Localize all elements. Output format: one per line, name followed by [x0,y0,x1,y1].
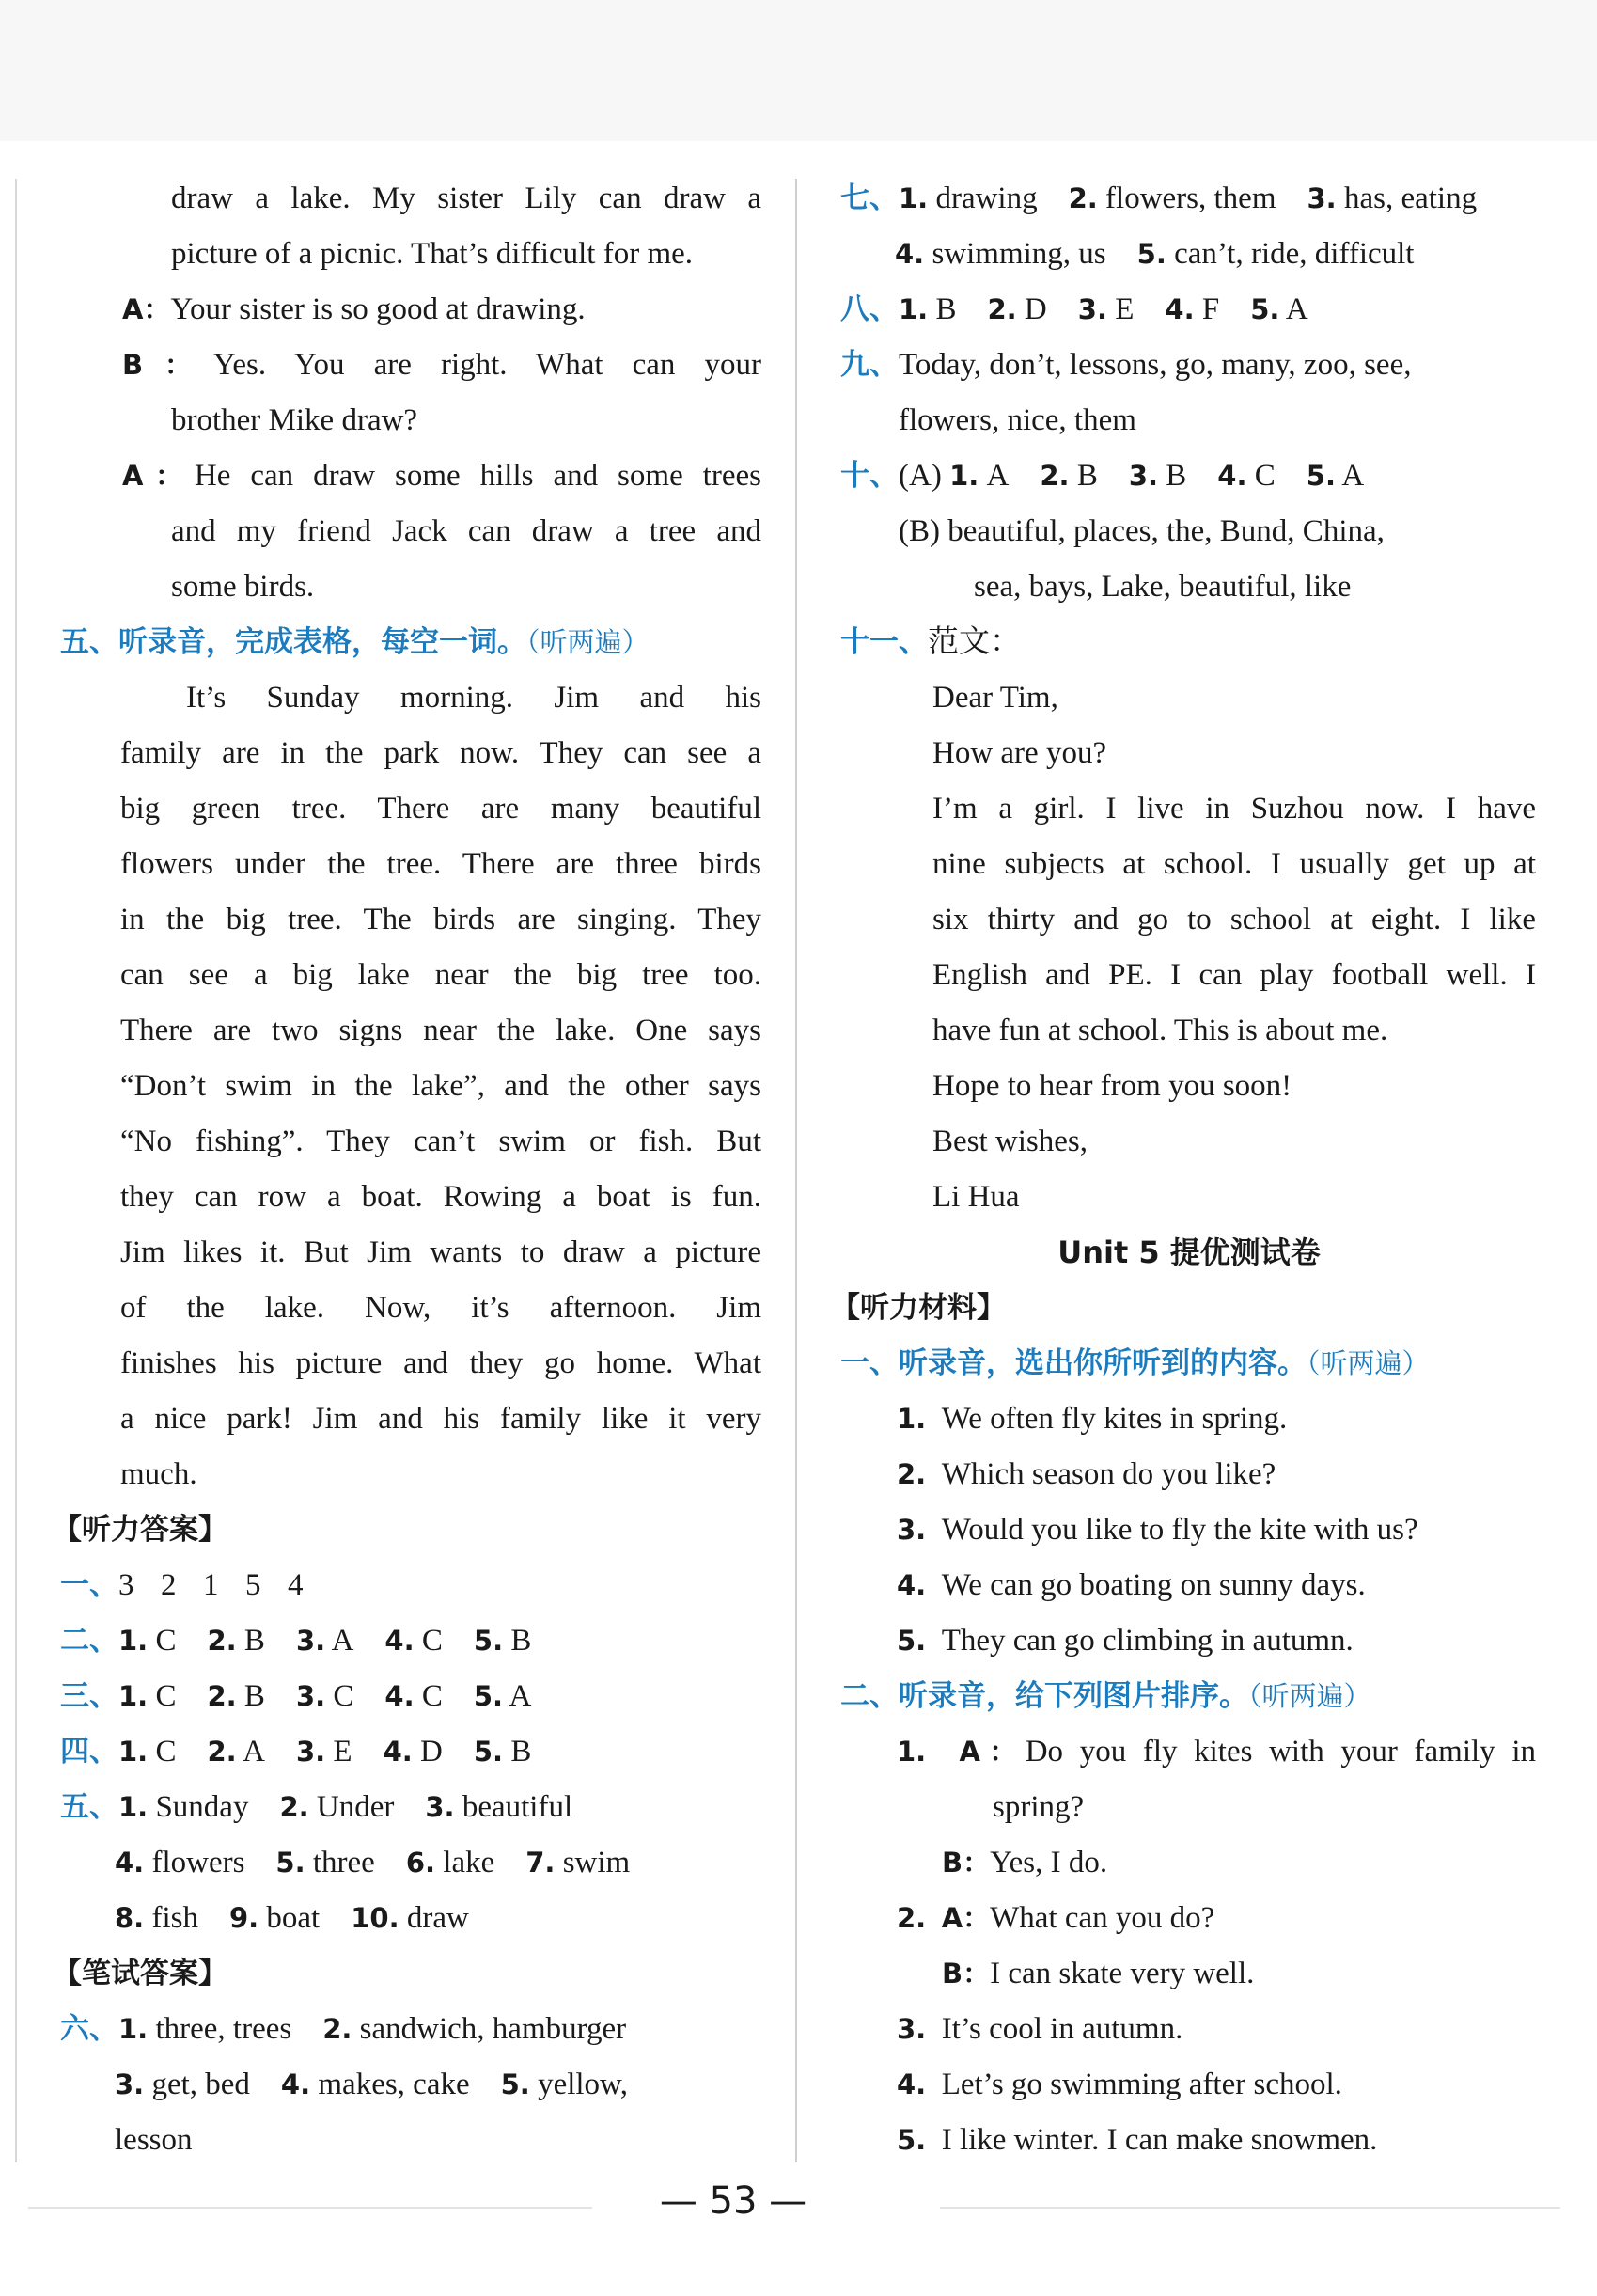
passage-line: a nice park! Jim and his family like it very [120,1402,761,1436]
dialogue-line [122,448,761,504]
essay-line: Dear Tim, [932,681,1058,715]
passage-line: they can row a boat. Rowing a boat is fun. [120,1180,761,1214]
passage-line: big green tree. There are many beautiful [120,792,761,826]
list-item: 1. A：Do you fly kites with your family in [897,1735,1536,1769]
listening-material-title: 【听力材料】 [831,1291,1006,1325]
passage-line: “No fishing”. They can’t swim or fish. But [120,1124,761,1158]
passage-line: finishes his picture and they go home. What [120,1346,761,1380]
passage-line: flowers under the tree. There are three birds [120,847,761,881]
s2-heading: 二、听录音，给下列图片排序。（听两遍） [840,1679,1371,1713]
passage-line: of the lake. Now, it’s afternoon. Jim [120,1291,761,1325]
speaker-label: A： [122,460,195,492]
page-number: — 53 — [659,2179,807,2223]
answer-row-6b: 3. get, bed 4. makes, cake 5. yellow, [115,2068,629,2101]
answer-row-2: 二、1. C 2. B 3. A 4. C 5. B [60,1624,532,1658]
passage-line: can see a big lake near the big tree too. [120,958,761,992]
speaker-label: B： [122,349,213,381]
answer-row-4: 四、1. C 2. A 3. E 4. D 5. B [60,1735,532,1769]
answer-row-5b: 4. flowers 5. three 6. lake 7. swim [115,1846,631,1879]
dialogue-line [122,282,586,338]
list-item: 5. They can go climbing in autumn. [897,1624,1354,1658]
answer-row-10c: sea, bays, Lake, beautiful, like [974,570,1352,604]
dialogue-line: some birds. [171,570,315,604]
answer-row-7b: 4. swimming, us 5. can’t, ride, difficult [895,237,1415,271]
answer-row-9: 九、Today, don’t, lessons, go, many, zoo, see, [840,348,1412,382]
dialogue-text: Your sister is so good at drawing. [170,292,586,326]
answer-row-1: 一、3 2 1 5 4 [60,1568,307,1602]
passage-line: family are in the park now. They can see a [120,736,761,770]
list-item: 4. We can go boating on sunny days. [897,1568,1366,1602]
dialogue-line [122,338,761,393]
section5-heading: 五、听录音，完成表格，每空一词。（听两遍） [60,625,650,659]
answer-row-6c: lesson [115,2123,193,2157]
dialogue-line: draw a lake. My sister Lily can draw a [171,181,761,215]
answer-row-8: 八、1. B 2. D 3. E 4. F 5. A [840,292,1308,326]
dialogue-line: brother Mike draw? [171,403,418,437]
list-item: 5. I like winter. I can make snowmen. [897,2123,1378,2157]
answer-row-6: 六、1. three, trees 2. sandwich, hamburger [60,2012,627,2046]
unit-title: Unit 5 提优测试卷 [1057,1234,1321,1270]
top-margin [0,0,1597,141]
essay-line: Best wishes, [932,1124,1088,1158]
essay-line: have fun at school. This is about me. [932,1014,1388,1047]
list-item-cont: spring? [993,1790,1085,1824]
dialogue-line: picture of a picnic. That’s difficult for me. [171,237,694,271]
dialogue-line: and my friend Jack can draw a tree and [171,514,761,548]
list-item: 4. Let’s go swimming after school. [897,2068,1342,2101]
answer-row-11: 十一、范文： [840,625,1021,659]
dialogue-text: He can draw some hills and some trees [194,459,761,493]
list-item: 3. Would you like to fly the kite with us? [897,1513,1418,1547]
answer-row-10: 十、(A) 1. A 2. B 3. B 4. C 5. A [840,459,1365,493]
essay-line: nine subjects at school. I usually get up at [932,847,1536,881]
essay-line: I’m a girl. I live in Suzhou now. I have [932,792,1536,826]
answer-row-3: 三、1. C 2. B 3. C 4. C 5. A [60,1679,532,1713]
margin-rule [15,179,17,2162]
essay-line: English and PE. I can play football well. I [932,958,1536,992]
answer-row-9b: flowers, nice, them [899,403,1136,437]
list-item-reply: B：Yes, I do. [942,1846,1108,1879]
list-item: 1. We often fly kites in spring. [897,1402,1288,1436]
speaker-label: A： [122,293,171,325]
dialogue-text: Yes. You are right. What can your [212,348,761,382]
essay-line: How are you? [932,736,1107,770]
list-item: 2. Which season do you like? [897,1457,1276,1491]
passage-line: in the big tree. The birds are singing. They [120,903,761,936]
s1-heading: 一、听录音，选出你所听到的内容。（听两遍） [840,1346,1430,1380]
answer-row-7: 七、1. drawing 2. flowers, them 3. has, eating [840,181,1478,215]
essay-line: Hope to hear from you soon! [932,1069,1292,1103]
answer-row-10b: (B) beautiful, places, the, Bund, China, [899,514,1385,548]
passage-line: Jim likes it. But Jim wants to draw a picture [120,1235,761,1269]
answer-row-5c: 8. fish 9. boat 10. draw [115,1901,469,1935]
essay-line: Li Hua [932,1180,1020,1214]
passage-line: much. [120,1457,197,1491]
list-item: 2. A：What can you do? [897,1901,1215,1935]
passage-line: “Don’t swim in the lake”, and the other says [120,1069,761,1103]
list-item: 3. It’s cool in autumn. [897,2012,1183,2046]
list-item-reply: B：I can skate very well. [942,1957,1255,1990]
passage-line: It’s Sunday morning. Jim and his [186,681,761,715]
answer-row-5: 五、1. Sunday 2. Under 3. beautiful [60,1790,573,1824]
essay-line: six thirty and go to school at eight. I like [932,903,1536,936]
written-answers-title: 【笔试答案】 [53,1957,227,1990]
listening-answers-title: 【听力答案】 [53,1513,227,1547]
passage-line: There are two signs near the lake. One says [120,1014,761,1047]
column-divider [795,179,797,2162]
